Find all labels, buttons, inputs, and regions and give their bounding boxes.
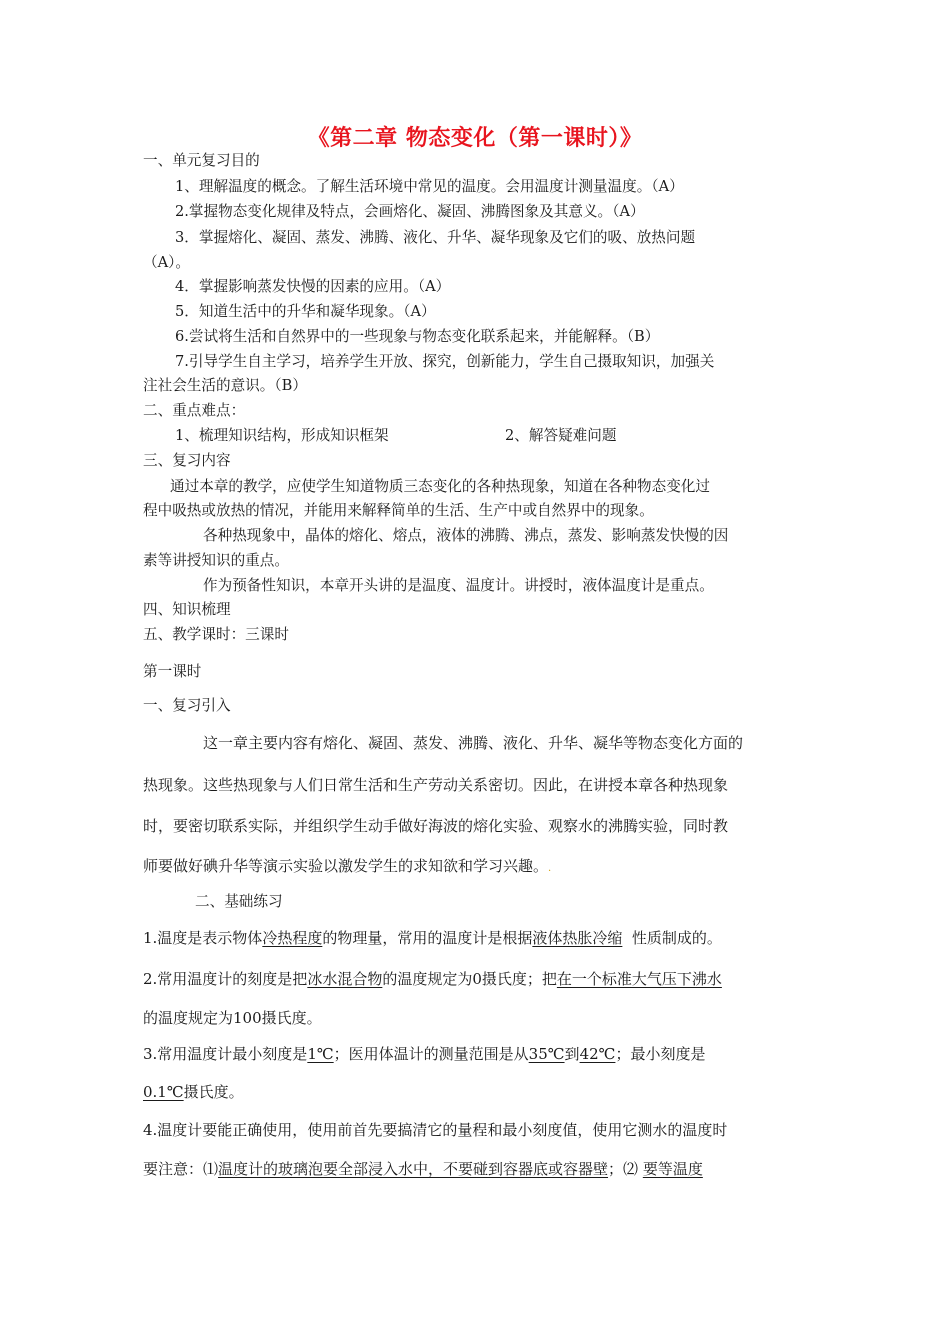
content-paragraph-line: 程中吸热或放热的情况，并能用来解释简单的生活、生产中或自然界中的现象。	[143, 502, 654, 519]
q4-text: ；⑵	[608, 1160, 639, 1178]
content-paragraph-line: 各种热现象中，晶体的熔化、熔点，液体的沸腾、沸点，蒸发、影响蒸发快慢的因	[203, 527, 729, 544]
q1-text: 的物理量，常用的温度计是根据	[322, 929, 533, 947]
lesson-label: 第一课时	[143, 663, 202, 680]
q2-text: 的温度规定为0摄氏度；把	[382, 970, 557, 988]
q2-answer-1: 冰水混合物	[307, 970, 383, 988]
intro-paragraph-line	[143, 857, 813, 878]
objective-item: 5．知道生活中的升华和凝华现象。（A）	[175, 303, 436, 320]
q3-text: ；最小刻度是	[615, 1045, 706, 1063]
question-4: 4.温度计要能正确使用，使用前首先要搞清它的量程和最小刻度值，使用它测水的温度时	[143, 1121, 728, 1139]
q2-answer-2: 在一个标准大气压下沸水	[556, 970, 722, 988]
objective-item: 4．掌握影响蒸发快慢的因素的应用。（A）	[175, 278, 451, 295]
intro-paragraph-line: 热现象。这些热现象与人们日常生活和生产劳动关系密切。因此，在讲授本章各种热现象	[143, 776, 729, 794]
content-paragraph-line: 素等讲授知识的重点。	[143, 552, 289, 569]
section-heading-class-hours: 五、教学课时：三课时	[143, 626, 289, 643]
question-3	[143, 1045, 813, 1063]
q3-answer-4: 0.1℃	[143, 1083, 184, 1101]
objective-text: 2.掌握物态变化规律及特点，会画熔化、凝固、沸腾图象及其意义。（A）	[175, 203, 645, 220]
intro-paragraph-line: 这一章主要内容有熔化、凝固、蒸发、沸腾、液化、升华、凝华等物态变化方面的	[203, 734, 744, 752]
intro-heading: 一、复习引入	[143, 697, 231, 714]
q3-text: 3.常用温度计最小刻度是	[143, 1045, 308, 1063]
section-heading-content: 三、复习内容	[143, 452, 231, 469]
practice-heading: 二、基础练习	[195, 893, 283, 910]
q3-answer-2: 35℃	[528, 1045, 565, 1063]
q1-answer-2: 液体热胀冷缩	[532, 929, 623, 947]
q3-answer-1: 1℃	[307, 1045, 334, 1063]
q3-text: 摄氏度。	[183, 1083, 244, 1101]
objective-item: 6.尝试将生活和自然界中的一些现象与物态变化联系起来，并能解释。（B）	[175, 328, 660, 345]
objective-item: 7.引导学生自主学习，培养学生开放、探究，创新能力，学生自己摄取知识，加强关	[175, 353, 715, 370]
objective-item-continued: 注社会生活的意识。（B）	[143, 377, 307, 394]
section-heading-objectives: 一、单元复习目的	[143, 152, 260, 169]
q3-text: ；医用体温计的测量范围是从	[333, 1045, 529, 1063]
intro-paragraph-line: 时，要密切联系实际，并组织学生动手做好海波的熔化实验、观察水的沸腾实验，同时教	[143, 817, 729, 835]
question-4-continued	[143, 1160, 813, 1178]
q4-text: 要注意：⑴	[143, 1160, 219, 1178]
question-1	[143, 929, 813, 947]
q3-text: 到	[564, 1045, 580, 1063]
q4-answer-1: 温度计的玻璃泡要全部浸入水中，不要碰到容器底或容器壁	[218, 1160, 609, 1178]
key-point-2: 2、解答疑难问题	[505, 427, 617, 444]
q1-text: 性质制成的。	[631, 929, 722, 947]
q2-text: 2.常用温度计的刻度是把	[143, 970, 308, 988]
mark-dot: .	[548, 863, 552, 874]
content-paragraph-line: 通过本章的教学，应使学生知道物质三态变化的各种热现象，知道在各种物态变化过	[170, 478, 710, 495]
content-paragraph-line: 作为预备性知识，本章开头讲的是温度、温度计。讲授时，液体温度计是重点。	[203, 577, 714, 594]
q1-text: 1.温度是表示物体	[143, 929, 263, 947]
objective-item-continued: （A）。	[143, 254, 191, 271]
question-2	[143, 970, 813, 988]
section-heading-key-points: 二、重点难点：	[143, 402, 246, 419]
objective-item: 1、理解温度的概念。了解生活环境中常见的温度。会用温度计测量温度。（A）	[175, 178, 684, 195]
section-heading-knowledge: 四、知识梳理	[143, 601, 231, 618]
q4-answer-2: 要等温度	[642, 1160, 703, 1178]
q3-answer-3: 42℃	[579, 1045, 616, 1063]
intro-text: 师要做好碘升华等演示实验以激发学生的求知欲和学习兴趣。	[143, 857, 549, 875]
objective-item: 3．掌握熔化、凝固、蒸发、沸腾、液化、升华、凝华现象及它们的吸、放热问题	[175, 229, 696, 246]
q1-answer-1: 冷热程度	[262, 929, 323, 947]
objective-item	[175, 203, 845, 221]
question-2-continued: 的温度规定为100摄氏度。	[143, 1009, 322, 1027]
key-point-1: 1、梳理知识结构，形成知识框架	[175, 427, 389, 444]
document-title: 《第二章 物态变化（第一课时）》	[307, 126, 643, 151]
question-3-continued	[143, 1083, 813, 1101]
